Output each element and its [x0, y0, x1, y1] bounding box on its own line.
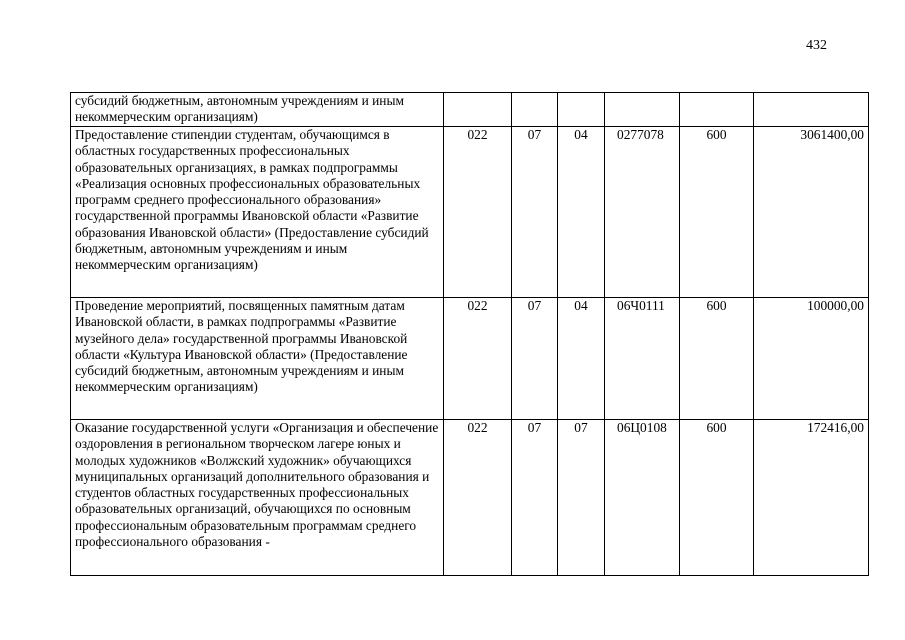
row-description: Оказание государственной услуги «Организация и обеспечение оздоровления в региональном творческом лагере юных и молодых художников «Волжский художник» обучающихся муниципальных организаций дополнительного образования и студентов областных государственных профессиональных образовательных организаций, обучающихся по основным профессиональным образовательным программам среднего профессионального образования - — [71, 420, 444, 576]
expense-type-code: 600 — [680, 420, 754, 576]
target-article-code: 06Ц0108 — [605, 420, 680, 576]
grbs-code — [444, 93, 512, 127]
target-article-code: 06Ч0111 — [605, 298, 680, 420]
table-row — [71, 93, 869, 127]
subsection-code: 04 — [558, 298, 605, 420]
subsection-code: 04 — [558, 127, 605, 298]
section-code — [512, 93, 558, 127]
grbs-code: 022 — [444, 298, 512, 420]
table-row — [71, 298, 869, 420]
amount: 100000,00 — [754, 298, 869, 420]
section-code: 07 — [512, 127, 558, 298]
expense-type-code — [680, 93, 754, 127]
row-description: субсидий бюджетным, автономным учреждениям и иным некоммерческим организациям) — [71, 93, 444, 127]
table-row — [71, 420, 869, 576]
target-article-code: 0277078 — [605, 127, 680, 298]
subsection-code — [558, 93, 605, 127]
section-code: 07 — [512, 420, 558, 576]
grbs-code: 022 — [444, 127, 512, 298]
table-row — [71, 127, 869, 298]
section-code: 07 — [512, 298, 558, 420]
grbs-code: 022 — [444, 420, 512, 576]
target-article-code — [605, 93, 680, 127]
page-number: 432 — [806, 38, 827, 53]
row-description: Предоставление стипендии студентам, обучающимся в областных государственных профессиональных образовательных организациях, в рамках подпрограммы «Реализация основных профессиональных образовательных программ среднего профессионального образования» государственной программы Ивановской области «Развитие образования Ивановской области» (Предоставление субсидий бюджетным, автономным учреждениям и иным некоммерческим организациям) — [71, 127, 444, 298]
amount — [754, 93, 869, 127]
amount: 172416,00 — [754, 420, 869, 576]
expense-type-code: 600 — [680, 127, 754, 298]
budget-table — [70, 92, 869, 576]
row-description: Проведение мероприятий, посвященных памятным датам Ивановской области, в рамках подпрограммы «Развитие музейного дела» государственной программы Ивановской области «Культура Ивановской области» (Предоставление субсидий бюджетным, автономным учреждениям и иным некоммерческим организациям) — [71, 298, 444, 420]
subsection-code: 07 — [558, 420, 605, 576]
amount: 3061400,00 — [754, 127, 869, 298]
expense-type-code: 600 — [680, 298, 754, 420]
